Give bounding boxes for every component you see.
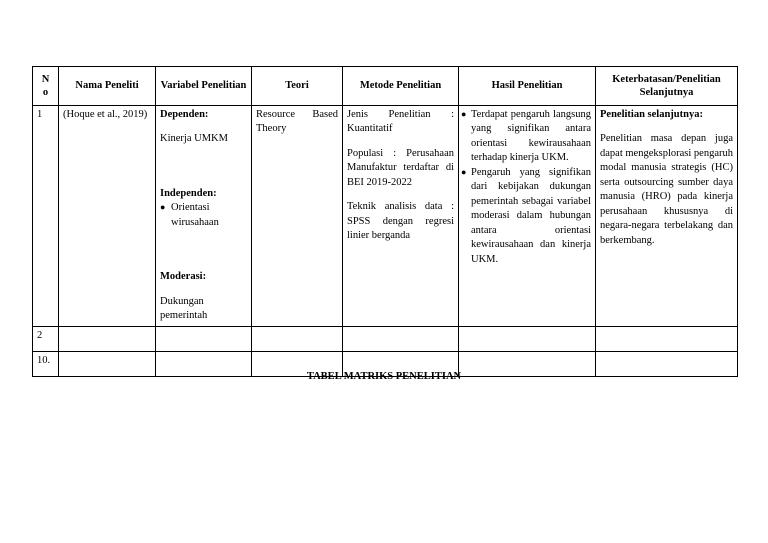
cell-variabel — [156, 106, 252, 327]
moderasi-value: Dukungan pemerintah — [160, 295, 208, 322]
independen-list — [160, 201, 247, 230]
keterbatasan-title: Penelitian selanjutnya: — [600, 109, 703, 120]
metode-populasi: Populasi : Perusahaan Manufaktur terdaftar di BEI 2019-2022 — [347, 147, 454, 188]
table-row — [33, 326, 738, 351]
cell-empty — [252, 326, 343, 351]
cell-no: 2 — [33, 326, 59, 351]
header-teori: Teori — [252, 67, 343, 106]
cell-no: 1 — [33, 106, 59, 327]
header-no: N o — [33, 67, 59, 106]
list-item: ● Terdapat pengaruh langsung yang signifikan antara orientasi kewirausahaan terhadap kinerja UKM. — [461, 108, 591, 166]
header-nama-peneliti: Nama Peneliti — [59, 67, 156, 106]
header-metode-penelitian: Metode Penelitian — [343, 67, 459, 106]
metode-teknik: Teknik analisis data : SPSS dengan regresi linier berganda — [347, 201, 454, 242]
cell-keterbatasan — [596, 106, 738, 327]
independen-label: Independen: — [160, 187, 217, 199]
list-item: ● Pengaruh yang signifikan dari kebijakan dukungan pemerintah sebagai variabel moderasi dalam hubungan antara orientasi kewirausahaan dan kinerja UKM. — [461, 166, 591, 267]
cell-empty — [156, 326, 252, 351]
metode-jenis: Jenis Penelitian : Kuantitatif — [347, 109, 454, 135]
header-hasil-penelitian: Hasil Penelitian — [459, 67, 596, 106]
cell-hasil — [459, 106, 596, 327]
cell-empty — [343, 326, 459, 351]
keterbatasan-text: Penelitian masa depan juga dapat mengeksplorasi pengaruh modal manusia strategis (HC) serta outsourcing sumber daya manusia (HRO) pada kinerja perusahaan khususnya di negara-negara terbelakang dan berkembang. — [600, 133, 733, 246]
dependen-label: Dependen: — [160, 109, 209, 120]
cell-nama-peneliti: (Hoque et al., 2019) — [59, 106, 156, 327]
header-variabel-penelitian: Variabel Penelitian — [156, 67, 252, 106]
cell-empty — [459, 326, 596, 351]
cell-teori: Resource Based Theory — [252, 106, 343, 327]
cell-metode — [343, 106, 459, 327]
cell-empty — [59, 326, 156, 351]
table-caption: TABEL MATRIKS PENELITIAN — [306, 371, 462, 382]
research-matrix-table — [32, 66, 738, 377]
cell-empty — [596, 326, 738, 351]
table-row — [33, 106, 738, 327]
hasil-list — [461, 108, 591, 267]
dependen-value: Kinerja UMKM — [160, 133, 228, 145]
moderasi-label: Moderasi: — [160, 271, 207, 283]
header-row — [33, 67, 738, 106]
header-keterbatasan: Keterbatasan/Penelitian Selanjutnya — [596, 67, 738, 106]
cell-no: 10. — [33, 351, 59, 376]
list-item: ● Orientasi wirusahaan — [160, 201, 247, 230]
